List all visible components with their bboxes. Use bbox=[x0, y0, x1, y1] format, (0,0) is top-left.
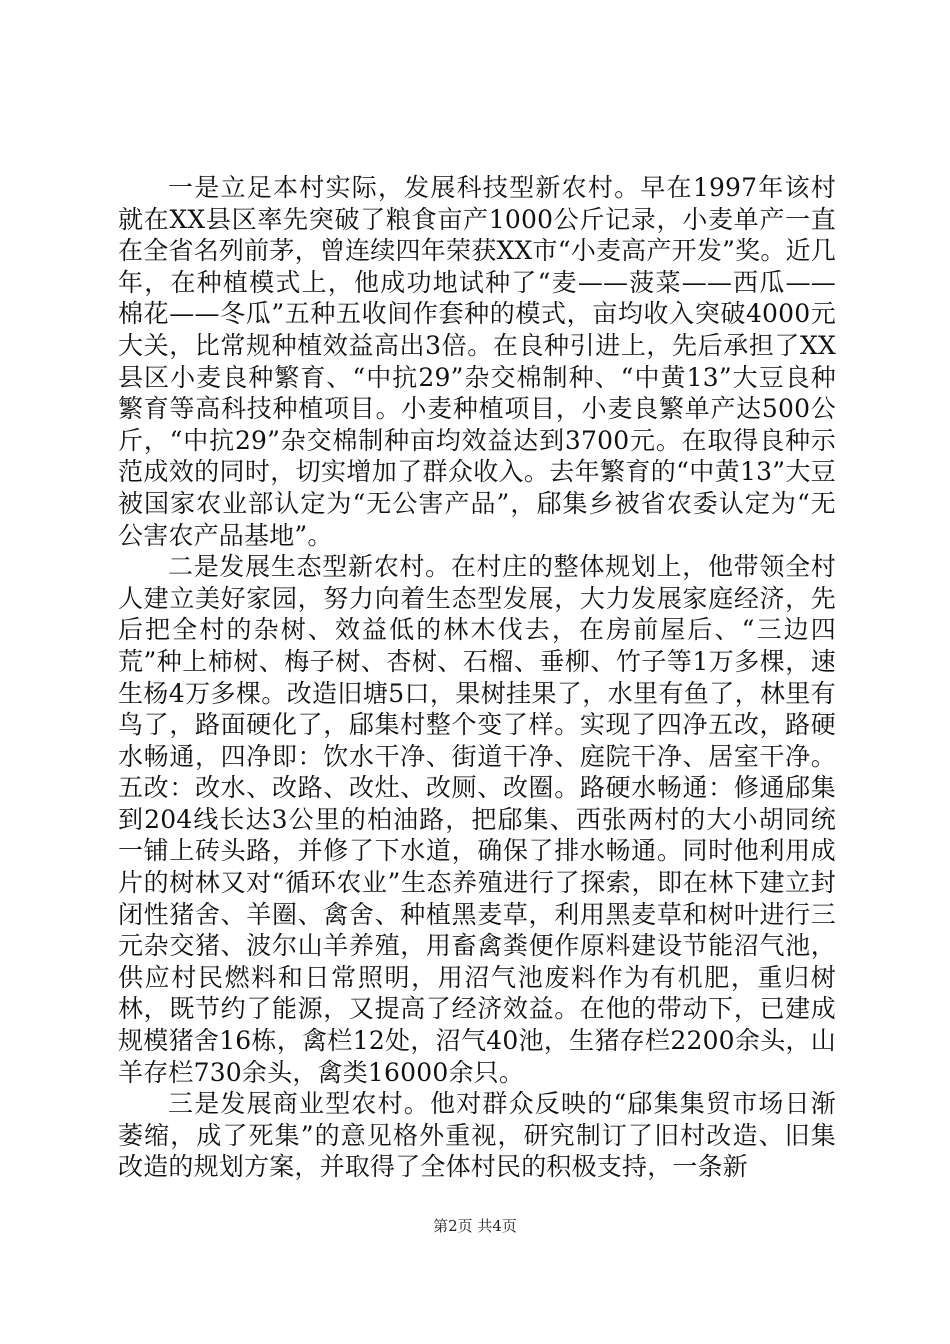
paragraph-tech-village: 一是立足本村实际，发展科技型新农村。早在1997年该村就在XX县区率先突破了粮食亩产1000公斤记录，小麦单产一直在全省名列前茅，曾连续四年荣获XX市“小麦高产开发”奖。近几年，在种植模式上，他成功地试种了“麦——菠菜——西瓜——棉花——冬瓜”五种五收间作套种的模式，亩均收入突破4000元大关，比常规种植效益高出3倍。在良种引进上，先后承担了XX县区小麦良种繁育、“中抗29”杂交棉制种、“中黄13”大豆良种繁育等高科技种植项目。小麦种植项目，小麦良繁单产达500公斤，“中抗29”杂交棉制种亩均效益达到3700元。在取得良种示范成效的同时，切实增加了群众收入。去年繁育的“中黄13”大豆被国家农业部认定为“无公害产品”，郈集乡被省农委认定为“无公害农产品基地”。 bbox=[118, 173, 836, 550]
paragraph-commerce-village: 三是发展商业型农村。他对群众反映的“郈集集贸市场日渐萎缩，成了死集”的意见格外重视，研究制订了旧村改造、旧集改造的规划方案，并取得了全体村民的积极支持，一条新 bbox=[118, 1089, 836, 1182]
page-footer: 第2页 共4页 bbox=[433, 1217, 517, 1235]
paragraph-eco-village: 二是发展生态型新农村。在村庄的整体规划上，他带领全村人建立美好家园，努力向着生态型发展，大力发展家庭经济，先后把全村的杂树、效益低的林木伐去，在房前屋后、“三边四荒”种上柿树、梅子树、杏树、石榴、垂柳、竹子等1万多棵，速生杨4万多棵。改造旧塘5口，果树挂果了，水里有鱼了，林里有鸟了，路面硬化了，郈集村整个变了样。实现了四净五改，路硬水畅通，四净即：饮水干净、街道干净、庭院干净、居室干净。五改：改水、改路、改灶、改厕、改圈。路硬水畅通：修通郈集到204线长达3公里的柏油路，把郈集、西张两村的大小胡同统一铺上砖头路，并修了下水道，确保了排水畅通。同时他利用成片的树林又对“循环农业”生态养殖进行了探索，即在林下建立封闭性猪舍、羊圈、禽舍、种植黑麦草，利用黑麦草和树叶进行三元杂交猪、波尔山羊养殖，用畜禽粪便作原料建设节能沼气池，供应村民燃料和日常照明，用沼气池废料作为有机肥，重归树林，既节约了能源，又提高了经济效益。在他的带动下，已建成规模猪舍16栋，禽栏12处，沼气40池，生猪存栏2200余头，山羊存栏730余头，禽类16000余只。 bbox=[118, 552, 836, 1087]
document-body bbox=[118, 172, 836, 1183]
